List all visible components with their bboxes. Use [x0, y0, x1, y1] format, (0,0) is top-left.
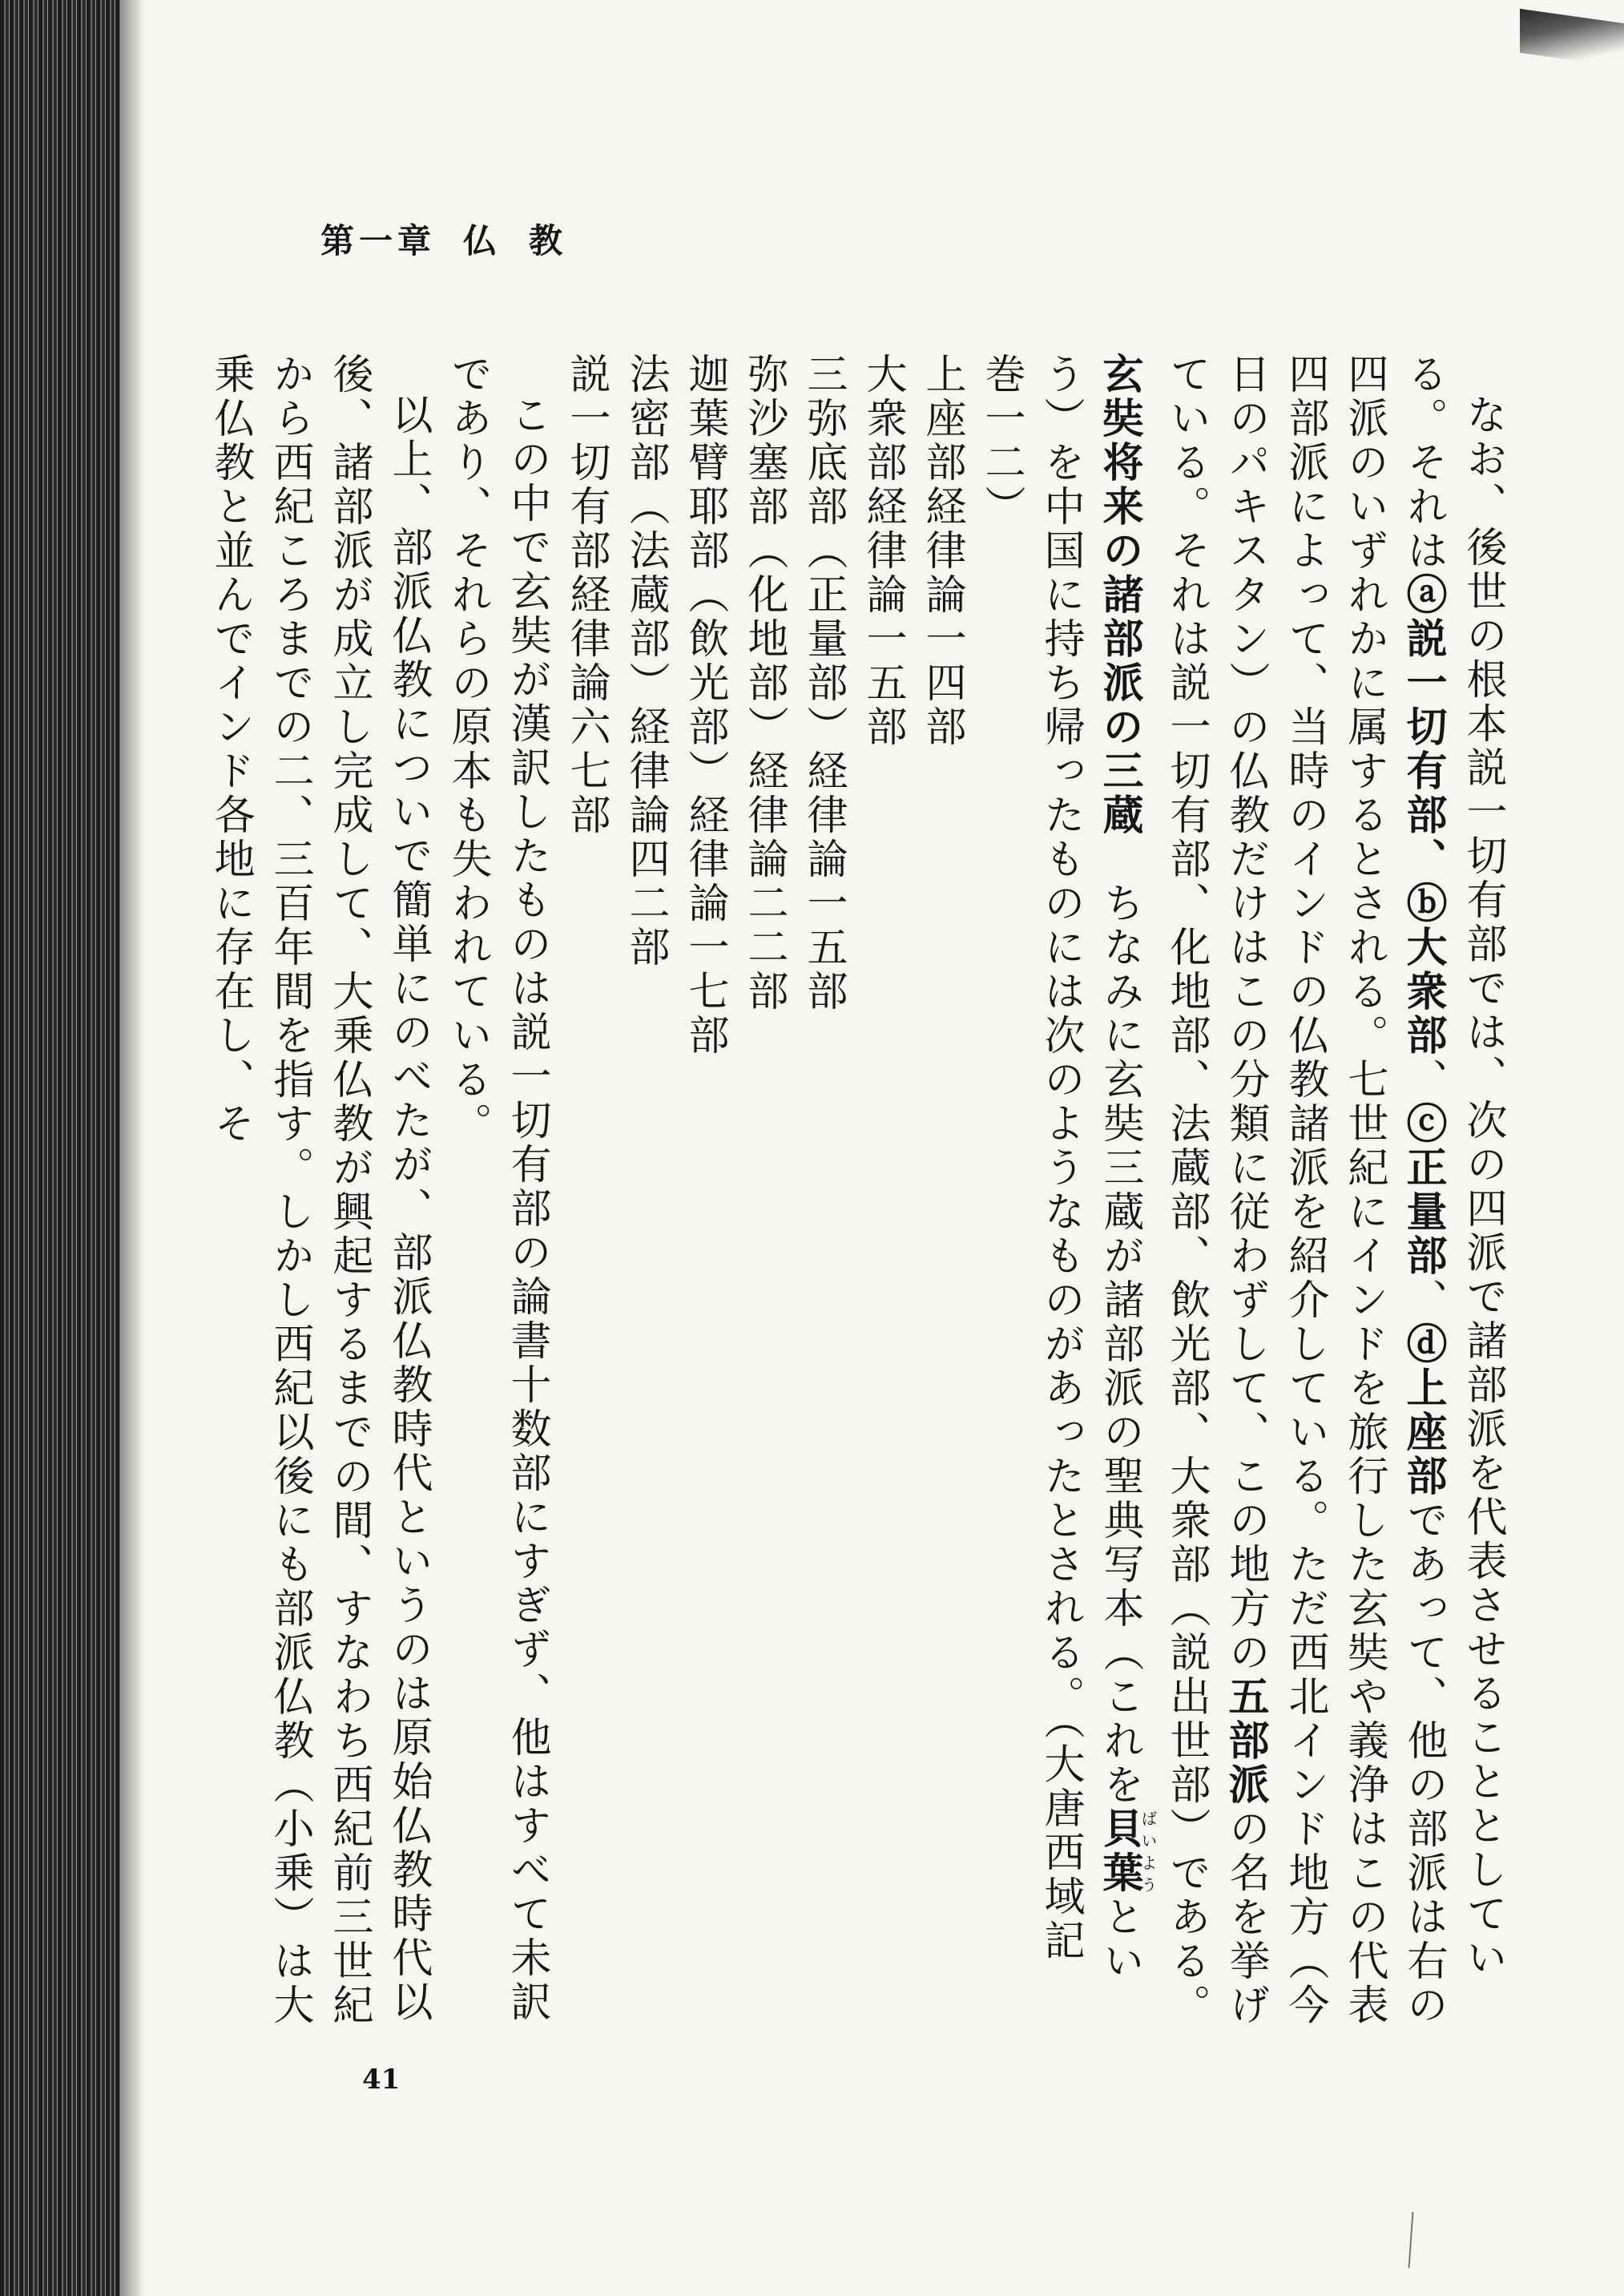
ruby-term: [1095, 1807, 1158, 1895]
school-mahasanghika: 大衆部: [1399, 926, 1447, 1058]
paragraph-xuanzang-canon: [971, 353, 1156, 2036]
paragraph-four-schools: [1156, 353, 1512, 2036]
text-span: という）を中国に持ち帰ったものには次のようなものがあったとされる。（大唐西域記 巻一二）: [977, 353, 1143, 2007]
separator: 、: [1399, 837, 1447, 882]
running-head: [320, 215, 567, 263]
text-span: 以上、部派仏教についで簡単にのべたが、部派仏教時代というのは原始仏教時代以後、諸部派が成立し完成して、大乗仏教が興起するまでの間、すなわち西紀前三世紀から西紀ころまでの二、三百年間を指す。: [266, 353, 432, 2028]
text-span: の名を挙げている。: [1163, 353, 1269, 2028]
subheading: 玄奘将来の諸部派の三蔵: [1095, 353, 1143, 837]
separator: 、: [1400, 1058, 1447, 1102]
paragraph-summary: [200, 353, 437, 2036]
ruby-base: 貝葉: [1095, 1807, 1143, 1895]
text-span: ちなみに玄奘三蔵が諸部派の聖典写本（これを: [1096, 882, 1143, 1807]
paragraph-translation-note: この中で玄奘が漢訳したものは説一切有部の論書十数部にすぎず、他はすべて未訳であり、それらの原本も失われている。: [444, 353, 550, 2024]
marker-b: ⓑ: [1399, 882, 1447, 926]
separator: 、: [1400, 1278, 1447, 1322]
list-item: 大衆部経律論一五部: [859, 353, 906, 749]
book-gutter-shadow: [0, 0, 120, 2296]
school-sthavira: 上座部: [1399, 1366, 1447, 1499]
vertical-text-body: [207, 353, 1512, 2036]
page-number: 41: [362, 2064, 401, 2096]
list-item: 弥沙塞部（化地部）経律論二二部: [740, 353, 788, 1014]
text-span: しかし西紀以後にも部派仏教（小乗）は大乗仏教と並んでインド各地に存在し、そ: [207, 353, 313, 2028]
subject-char-1: 仏: [463, 221, 502, 260]
text-span: であって、他の部派は右の四派のいずれかに属するとされる。七世紀にインドを旅行した玄奘や義浄はこの代表四部派によって、当時のインドの仏教諸派を紹介している。ただ西北インド地方（今日のパキスタン）の仏教だけはこの分類に従わずして、この地方の: [1222, 353, 1447, 2028]
list-item: 法密部（法蔵部）経律論四二部: [622, 353, 669, 970]
school-sammitiya: 正量部: [1399, 1146, 1447, 1278]
five-schools-term: 五部派: [1221, 1675, 1269, 1807]
scan-scratch: [1408, 2212, 1414, 2268]
text-span: それは説一切有部、化地部、法蔵部、飲光部、大衆部（説出世部）である。: [1163, 529, 1210, 2028]
marker-c: ⓒ: [1399, 1102, 1447, 1146]
marker-a: ⓐ: [1399, 573, 1447, 617]
list-item: 迦葉臂耶部（飲光部）経律論一七部: [681, 353, 728, 1058]
marker-d: ⓓ: [1399, 1322, 1447, 1366]
corner-smudge: [1520, 9, 1624, 67]
school-sarvastivada: 説一切有部: [1399, 617, 1447, 837]
list-item: 説一切有部経律論六七部: [562, 353, 610, 837]
list-item: 三弥底部（正量部）経律論一五部: [800, 353, 847, 1014]
gutter-fade: [120, 0, 144, 2296]
subject-char-2: 教: [529, 221, 568, 260]
list-item: 上座部経律論一四部: [918, 353, 965, 749]
text-span: なお、後世の根本説一切有部では、次の四派で諸部派を代表させることとしている。それは: [1400, 353, 1506, 1980]
ruby-reading: ばいよう: [1138, 1807, 1158, 1895]
chapter-label: 第一章: [320, 221, 437, 260]
